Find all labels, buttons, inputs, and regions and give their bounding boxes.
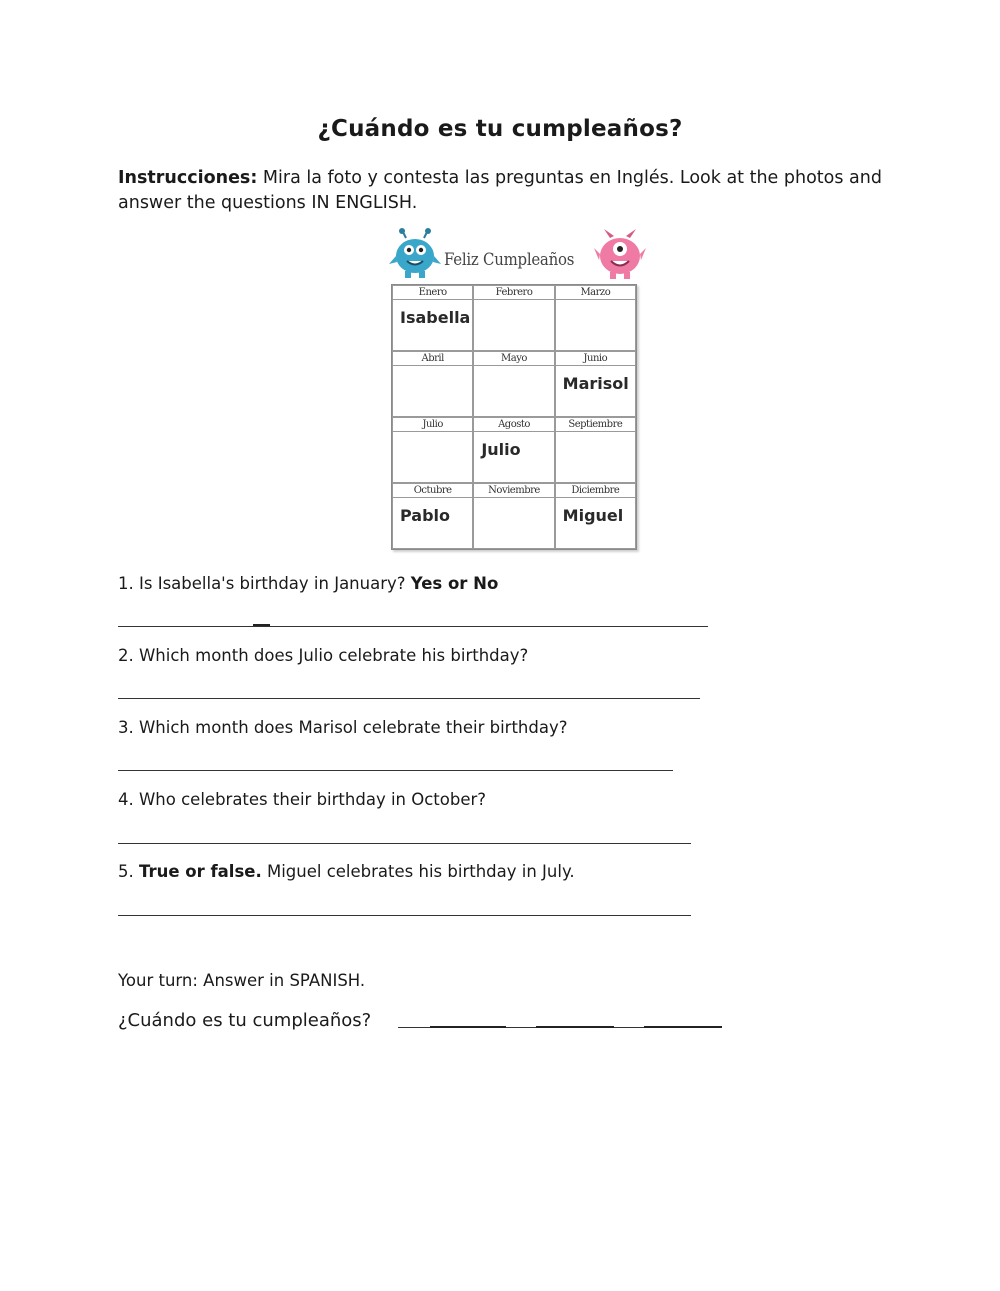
month-cell (555, 483, 636, 549)
question-number: 4. (118, 790, 134, 809)
page-title: ¿Cuándo es tu cumpleaños? (317, 116, 683, 142)
final-question: ¿Cuándo es tu cumpleaños? (118, 1010, 372, 1031)
answer-line-5[interactable] (118, 915, 691, 916)
question-text: Who celebrates their birthday in October? (133, 790, 487, 809)
your-turn-prompt: Your turn: Answer in SPANISH. (118, 971, 366, 990)
question-text: Which month does Julio celebrate his birthday? (133, 646, 529, 665)
instructions (118, 166, 908, 216)
month-label: Junio (556, 352, 635, 366)
question-text: Is Isabella's birthday in January? (133, 574, 411, 593)
birthday-name: Julio (481, 440, 521, 459)
answer-blank-de[interactable] (536, 1026, 614, 1028)
month-label: Marzo (556, 286, 635, 300)
answer-blank-c[interactable] (614, 1027, 644, 1028)
question-number: 3. (118, 718, 134, 737)
month-cell (392, 351, 473, 417)
month-cell (555, 285, 636, 351)
answer-blank-month[interactable] (644, 1026, 722, 1028)
blue-monster-icon (388, 228, 442, 280)
question-text: Which month does Marisol celebrate their birthday? (133, 718, 568, 737)
answer-line-2[interactable] (118, 698, 700, 699)
answer-line-4[interactable] (118, 843, 691, 844)
answer-blank-day[interactable] (430, 1026, 506, 1028)
question-emphasis: True or false. (139, 862, 262, 881)
pink-monster-icon (592, 228, 648, 280)
answer-line-1-mark (253, 624, 270, 626)
month-label: Enero (393, 286, 472, 300)
question-number: 1. (118, 574, 134, 593)
answer-line-1[interactable] (118, 626, 708, 627)
month-cell (473, 285, 554, 351)
month-label: Septiembre (556, 418, 635, 432)
feliz-cumpleanos-banner: Feliz Cumpleaños (444, 250, 575, 270)
question-number: 5. (118, 862, 134, 881)
month-label: Julio (393, 418, 472, 432)
answer-line-3[interactable] (118, 770, 673, 771)
question-number: 2. (118, 646, 134, 665)
question-emphasis: Yes or No (410, 574, 499, 593)
answer-blank-b[interactable] (506, 1027, 536, 1028)
question-2 (118, 646, 528, 665)
instructions-label: Instrucciones: (118, 168, 258, 188)
month-cell (555, 417, 636, 483)
month-cell (392, 285, 473, 351)
month-label: Diciembre (556, 484, 635, 498)
birthday-calendar-figure (388, 228, 648, 558)
figure-header (388, 228, 648, 280)
month-cell (473, 483, 554, 549)
birthday-name: Isabella (400, 308, 471, 327)
question-text-after: Miguel celebrates his birthday in July. (261, 862, 575, 881)
month-cell (392, 483, 473, 549)
month-label: Octubre (393, 484, 472, 498)
month-cell (392, 417, 473, 483)
birthday-name: Marisol (562, 374, 629, 393)
month-cell (473, 417, 554, 483)
month-label: Noviembre (474, 484, 553, 498)
month-label: Febrero (474, 286, 553, 300)
answer-blank-a[interactable] (398, 1027, 430, 1028)
month-label: Agosto (474, 418, 553, 432)
month-cell (555, 351, 636, 417)
month-grid (391, 284, 637, 550)
month-label: Mayo (474, 352, 553, 366)
instructions-text: Mira la foto y contesta las preguntas en Inglés. Look at the photos and answer the questions IN ENGLISH. (118, 168, 882, 213)
month-label: Abril (393, 352, 472, 366)
question-1 (118, 574, 498, 593)
question-3 (118, 718, 567, 737)
birthday-name: Miguel (562, 506, 624, 525)
month-cell (473, 351, 554, 417)
question-5 (118, 862, 575, 881)
question-4 (118, 790, 486, 809)
birthday-name: Pablo (400, 506, 451, 525)
